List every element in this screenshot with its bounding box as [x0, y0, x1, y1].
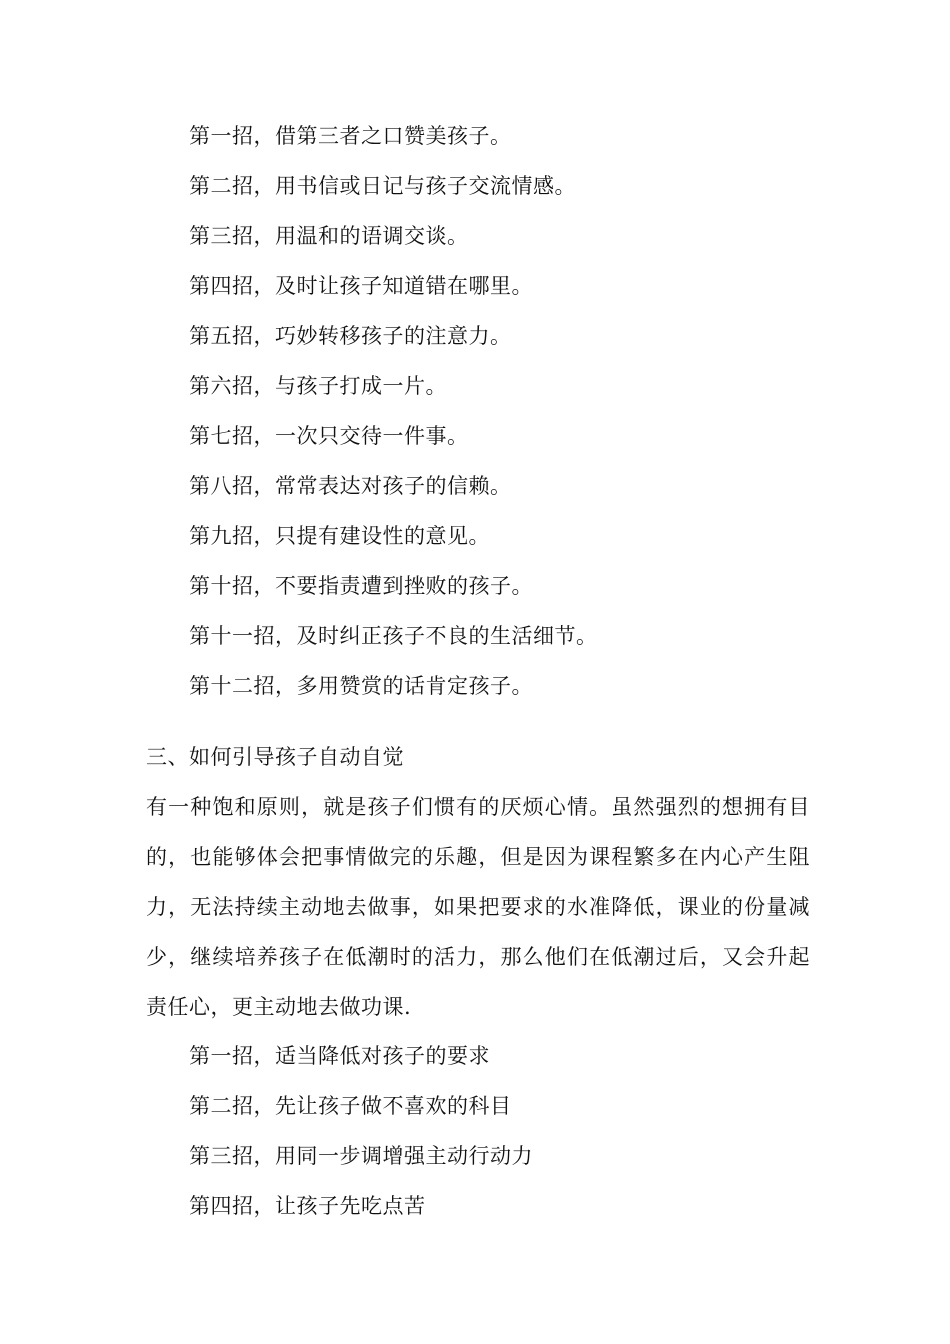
- list-item: 第六招，与孩子打成一片。: [189, 374, 447, 398]
- list-item: 第一招，适当降低对孩子的要求: [189, 1044, 490, 1068]
- list-item: 第十二招，多用赞赏的话肯定孩子。: [189, 674, 533, 698]
- list-item: 第五招，巧妙转移孩子的注意力。: [189, 324, 512, 348]
- list-item: 第十一招，及时纠正孩子不良的生活细节。: [189, 624, 598, 648]
- list-item: 第二招，用书信或日记与孩子交流情感。: [189, 174, 576, 198]
- list-item: 第九招，只提有建设性的意见。: [189, 524, 490, 548]
- list-item: 第八招，常常表达对孩子的信赖。: [189, 474, 512, 498]
- list-item: 第七招，一次只交待一件事。: [189, 424, 469, 448]
- list-item: 第四招，及时让孩子知道错在哪里。: [189, 274, 533, 298]
- list-item: 第一招，借第三者之口赞美孩子。: [189, 124, 512, 148]
- list-item: 第十招，不要指责遭到挫败的孩子。: [189, 574, 533, 598]
- list-item: 第三招，用温和的语调交谈。: [189, 224, 469, 248]
- list-item: 第二招，先让孩子做不喜欢的科目: [189, 1094, 512, 1118]
- body-paragraph: 有一种饱和原则，就是孩子们惯有的厌烦心情。虽然强烈的想拥有目的，也能够体会把事情做完的乐趣，但是因为课程繁多在内心产生阻力，无法持续主动地去做事，如果把要求的水准降低，课业的份量减少，继续培养孩子在低潮时的活力，那么他们在低潮过后，又会升起责任心，更主动地去做功课.: [146, 795, 810, 1019]
- list-item: 第三招，用同一步调增强主动行动力: [189, 1144, 533, 1168]
- section-heading: 三、如何引导孩子自动自觉: [146, 745, 404, 769]
- list-item: 第四招，让孩子先吃点苦: [189, 1194, 426, 1218]
